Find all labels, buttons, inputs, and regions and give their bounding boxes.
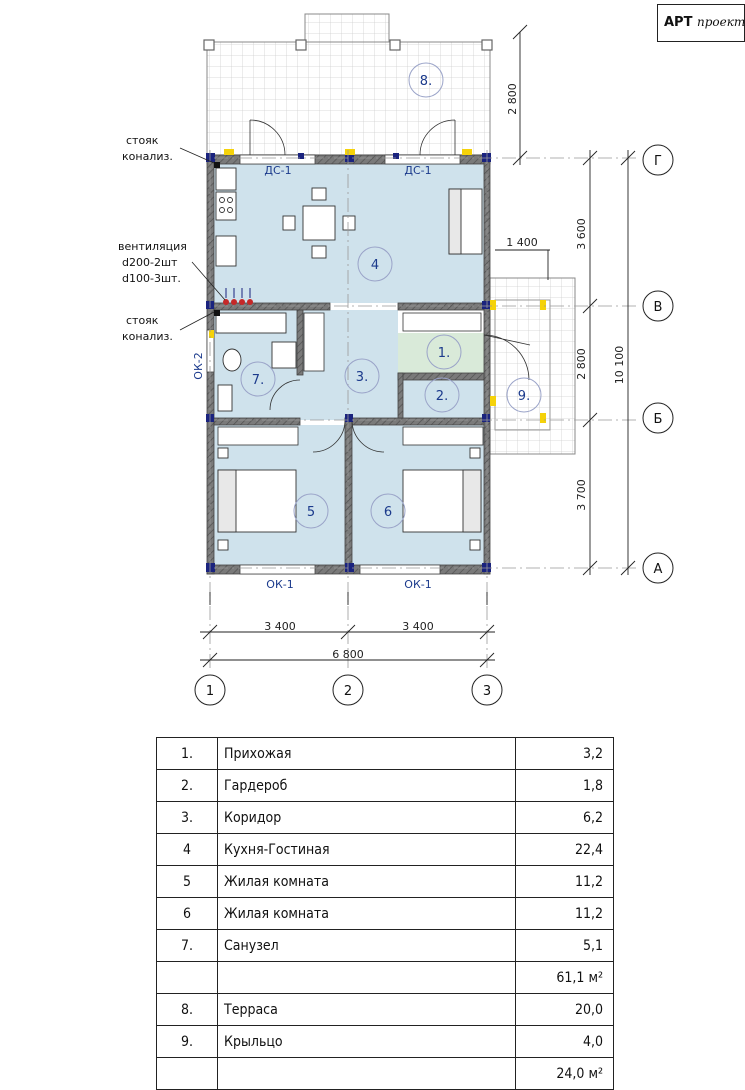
room-name xyxy=(218,1058,516,1090)
row-number: 7. xyxy=(157,930,218,962)
row-number: 2. xyxy=(157,770,218,802)
dim-3400-left: 3 400 xyxy=(264,620,296,633)
note-kanaliz-bottom: конализ. xyxy=(122,330,173,343)
table-row xyxy=(157,834,614,866)
dim-10100: 10 100 xyxy=(613,345,626,385)
room-area: 20,0 xyxy=(516,994,614,1026)
table-row xyxy=(157,962,614,994)
porch xyxy=(490,278,575,454)
row-number xyxy=(157,1058,218,1090)
table-row xyxy=(157,898,614,930)
room-schedule-table xyxy=(156,737,614,1090)
dim-6800: 6 800 xyxy=(332,648,364,661)
axis-label-2: 2 xyxy=(343,684,353,699)
room-area: 61,1 м² xyxy=(516,962,614,994)
row-number: 4 xyxy=(157,834,218,866)
dim-3700: 3 700 xyxy=(575,479,588,511)
note-vent-d100: d100-3шт. xyxy=(122,272,181,285)
axis-label-b: Б xyxy=(653,412,663,427)
room-name: Жилая комната xyxy=(218,866,516,898)
axis-label-1: 1 xyxy=(205,684,215,699)
dim-1400: 1 400 xyxy=(506,236,538,249)
note-vent-title: вентиляция xyxy=(118,240,187,253)
dim-3400-right: 3 400 xyxy=(402,620,434,633)
room-name: Кухня-Гостиная xyxy=(218,834,516,866)
table-row xyxy=(157,866,614,898)
room-area: 11,2 xyxy=(516,898,614,930)
room-name: Коридор xyxy=(218,802,516,834)
table-row xyxy=(157,930,614,962)
room-number-5: 5 xyxy=(306,505,316,520)
logo-sub: проект xyxy=(697,15,745,29)
table-row xyxy=(157,738,614,770)
room-area: 22,4 xyxy=(516,834,614,866)
table-row xyxy=(157,770,614,802)
room-area: 4,0 xyxy=(516,1026,614,1058)
dim-2800: 2 800 xyxy=(575,348,588,380)
note-vent-d200: d200-2шт xyxy=(122,256,178,269)
table-row xyxy=(157,1058,614,1090)
row-number: 5 xyxy=(157,866,218,898)
note-kanaliz-top: конализ. xyxy=(122,150,173,163)
axis-label-v: В xyxy=(653,300,663,315)
row-number: 8. xyxy=(157,994,218,1026)
logo-main: АРТ xyxy=(664,15,693,30)
room-area: 1,8 xyxy=(516,770,614,802)
terrace xyxy=(204,14,492,156)
room-area: 3,2 xyxy=(516,738,614,770)
room-number-6: 6 xyxy=(383,505,393,520)
opening-ds1-left: ДС-1 xyxy=(264,164,292,177)
room-name: Прихожая xyxy=(218,738,516,770)
room-area: 5,1 xyxy=(516,930,614,962)
room-number-3: 3. xyxy=(355,370,369,385)
row-number: 6 xyxy=(157,898,218,930)
room-name xyxy=(218,962,516,994)
axis-label-g: Г xyxy=(654,154,662,169)
room-area: 6,2 xyxy=(516,802,614,834)
room-number-7: 7. xyxy=(251,373,265,388)
axis-label-3: 3 xyxy=(482,684,492,699)
room-name: Гардероб xyxy=(218,770,516,802)
opening-ok2: ОК-2 xyxy=(192,352,205,380)
opening-ds1-right: ДС-1 xyxy=(404,164,432,177)
room-number-4: 4 xyxy=(370,258,380,273)
opening-ok1-left: ОК-1 xyxy=(266,578,294,591)
room-name: Крыльцо xyxy=(218,1026,516,1058)
room-name: Терраса xyxy=(218,994,516,1026)
table-row xyxy=(157,802,614,834)
row-number: 3. xyxy=(157,802,218,834)
room-area: 11,2 xyxy=(516,866,614,898)
table-row xyxy=(157,1026,614,1058)
opening-ok1-right: ОК-1 xyxy=(404,578,432,591)
row-number xyxy=(157,962,218,994)
room-number-2: 2. xyxy=(435,389,449,404)
row-number: 1. xyxy=(157,738,218,770)
room-name: Жилая комната xyxy=(218,898,516,930)
row-number: 9. xyxy=(157,1026,218,1058)
room-number-1: 1. xyxy=(437,346,451,361)
dim-3600: 3 600 xyxy=(575,218,588,250)
note-stoyak-bottom: стояк xyxy=(126,314,159,327)
room-area: 24,0 м² xyxy=(516,1058,614,1090)
note-stoyak-top: стояк xyxy=(126,134,159,147)
axis-label-a: А xyxy=(653,562,663,577)
dim-terrace: 2 800 xyxy=(506,83,519,115)
table-row xyxy=(157,994,614,1026)
room-number-9: 9. xyxy=(517,389,531,404)
room-number-8: 8. xyxy=(419,74,433,89)
room-name: Санузел xyxy=(218,930,516,962)
